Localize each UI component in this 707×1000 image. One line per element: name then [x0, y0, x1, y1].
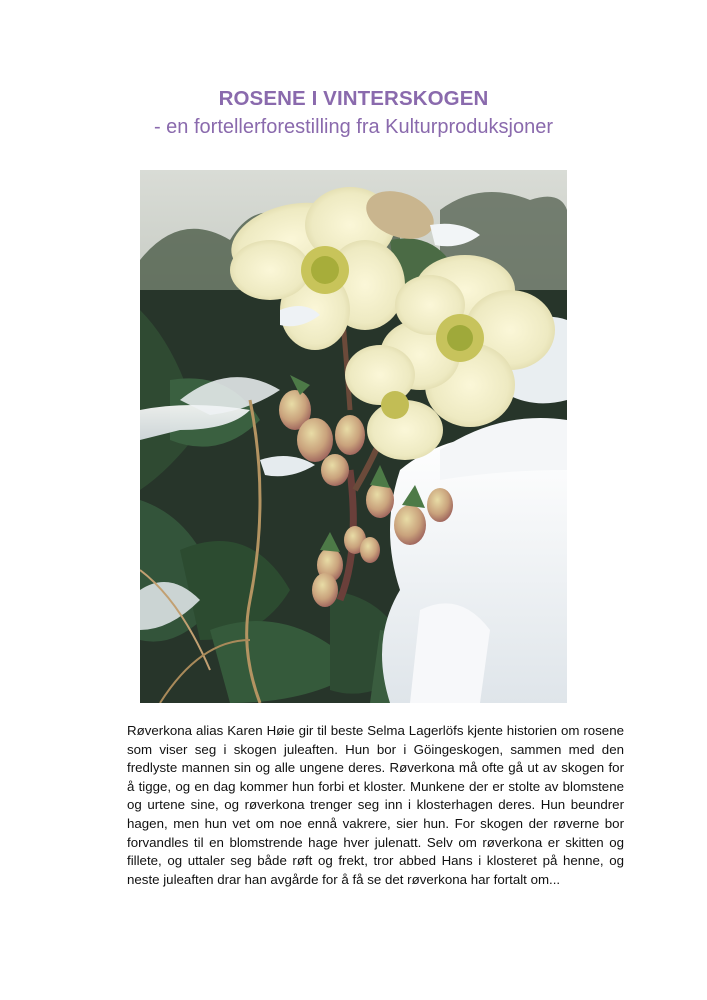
page-title: ROSENE I VINTERSKOGEN [218, 87, 489, 110]
page-subtitle: - en fortellerforestilling fra Kulturproduksjoner [153, 116, 554, 138]
hellebore-photo [140, 170, 567, 703]
description-paragraph: Røverkona alias Karen Høie gir til beste Selma Lagerlöfs kjente historien om rosene som viser seg i skogen juleaften. Hun bor i Göingeskogen, sammen med den fredlyste mannen sin og alle ungene deres. Røverkona må ofte gå ut av skogen for å tigge, og en dag kommer hun forbi et kloster. Munkene der er stolte av blomstene og urtene sine, og røverkona trenger seg inn i klosterhagen deres. Hun beundrer hagen, men hun vet om noe ennå vakrere, sier hun. For skogen der røverne bor forvandles til en blomstrende hage hver julenatt. Selv om røverkona er skitten og fillete, og uttaler seg både røft og frekt, tror abbed Hans i klosteret på henne, og neste juleaften drar han avgårde for å få se det røverkona har fortalt om... [127, 723, 624, 887]
